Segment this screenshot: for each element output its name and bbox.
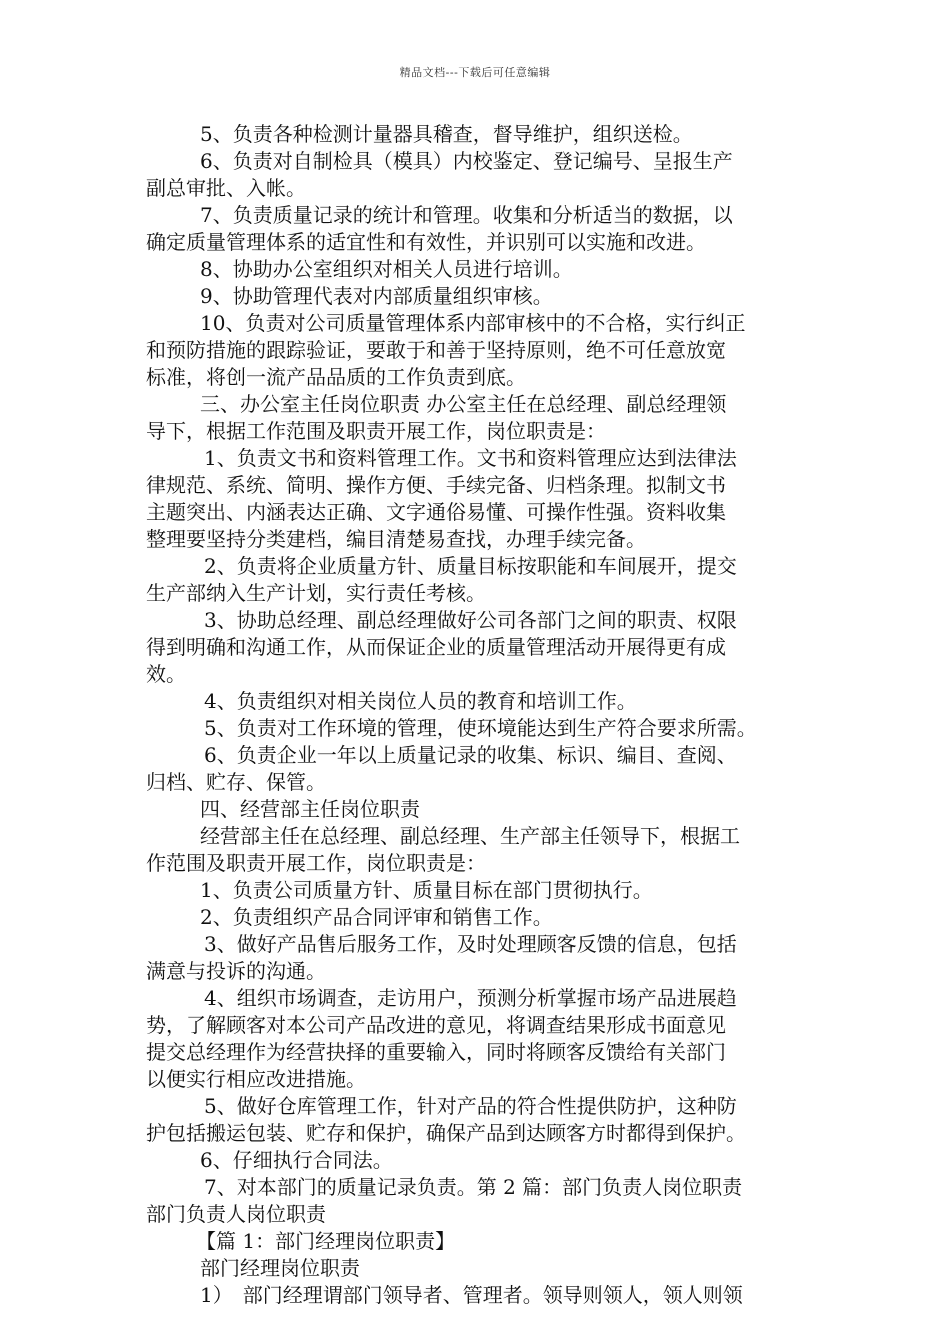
text-line: 4、组织市场调查，走访用户，预测分析掌握市场产品进展趋 (204, 986, 737, 1010)
text-line: 确定质量管理体系的适宜性和有效性，并识别可以实施和改进。 (146, 230, 706, 254)
text-line: 8、协助办公室组织对相关人员进行培训。 (200, 257, 573, 281)
text-line: 律规范、系统、简明、操作方便、手续完备、归档条理。拟制文书 (146, 473, 726, 497)
text-line: 6、负责企业一年以上质量记录的收集、标识、编目、查阅、 (204, 743, 737, 767)
text-line: 9、协助管理代表对内部质量组织审核。 (200, 284, 553, 308)
text-line: 7、负责质量记录的统计和管理。收集和分析适当的数据，以 (200, 203, 733, 227)
text-line: 5、做好仓库管理工作，针对产品的符合性提供防护，这种防 (204, 1094, 737, 1118)
text-line: 效。 (146, 662, 186, 686)
text-line: 副总审批、入帐。 (146, 176, 306, 200)
text-line: 以便实行相应改进措施。 (146, 1067, 366, 1091)
text-line: 部门经理岗位职责 (200, 1256, 360, 1280)
text-line: 满意与投诉的沟通。 (146, 959, 326, 983)
text-line: 2、负责组织产品合同评审和销售工作。 (200, 905, 553, 929)
text-line: 经营部主任在总经理、副总经理、生产部主任领导下，根据工 (200, 824, 740, 848)
text-line: 3、协助总经理、副总经理做好公司各部门之间的职责、权限 (204, 608, 737, 632)
text-line: 4、负责组织对相关岗位人员的教育和培训工作。 (204, 689, 637, 713)
text-line: 生产部纳入生产计划，实行责任考核。 (146, 581, 486, 605)
text-line: 标准，将创一流产品品质的工作负责到底。 (146, 365, 526, 389)
text-line: 导下，根据工作范围及职责开展工作，岗位职责是： (146, 419, 606, 443)
text-line: 整理要坚持分类建档，编目清楚易查找，办理手续完备。 (146, 527, 646, 551)
section-heading-line: 三、办公室主任岗位职责 办公室主任在总经理、副总经理领 (200, 392, 727, 416)
text-line: 提交总经理作为经营抉择的重要输入，同时将顾客反馈给有关部门 (146, 1040, 726, 1064)
text-line: 主题突出、内涵表达正确、文字通俗易懂、可操作性强。资料收集 (146, 500, 726, 524)
page-header: 精品文档---下载后可任意编辑 (399, 66, 551, 79)
text-line: 作范围及职责开展工作，岗位职责是： (146, 851, 486, 875)
text-line: 1、负责公司质量方针、质量目标在部门贯彻执行。 (200, 878, 653, 902)
text-line: 1、负责文书和资料管理工作。文书和资料管理应达到法律法 (204, 446, 737, 470)
section-heading-line: 【篇 1：部门经理岗位职责】 (196, 1229, 456, 1253)
text-line: 得到明确和沟通工作，从而保证企业的质量管理活动开展得更有成 (146, 635, 726, 659)
text-line: 7、对本部门的质量记录负责。第 2 篇：部门负责人岗位职责 (204, 1175, 743, 1199)
text-line: 5、负责对工作环境的管理，使环境能达到生产符合要求所需。 (204, 716, 757, 740)
text-line: 1） 部门经理谓部门领导者、管理者。领导则领人，领人则领 (200, 1283, 743, 1307)
text-line: 部门负责人岗位职责 (146, 1202, 326, 1226)
text-line: 3、做好产品售后服务工作，及时处理顾客反馈的信息，包括 (204, 932, 737, 956)
text-line: 归档、贮存、保管。 (146, 770, 326, 794)
text-line: 6、负责对自制检具（模具）内校鉴定、登记编号、呈报生产 (200, 149, 733, 173)
text-line: 2、负责将企业质量方针、质量目标按职能和车间展开，提交 (204, 554, 737, 578)
text-line: 10、负责对公司质量管理体系内部审核中的不合格，实行纠正 (200, 311, 746, 335)
section-heading-line: 四、经营部主任岗位职责 (200, 797, 420, 821)
text-line: 护包括搬运包装、贮存和保护，确保产品到达顾客方时都得到保护。 (146, 1121, 746, 1145)
text-line: 5、负责各种检测计量器具稽查，督导维护，组织送检。 (200, 122, 693, 146)
text-line: 6、仔细执行合同法。 (200, 1148, 393, 1172)
text-line: 势，了解顾客对本公司产品改进的意见，将调查结果形成书面意见 (146, 1013, 726, 1037)
document-body (146, 121, 811, 1309)
text-line: 和预防措施的跟踪验证，要敢于和善于坚持原则，绝不可任意放宽 (146, 338, 726, 362)
